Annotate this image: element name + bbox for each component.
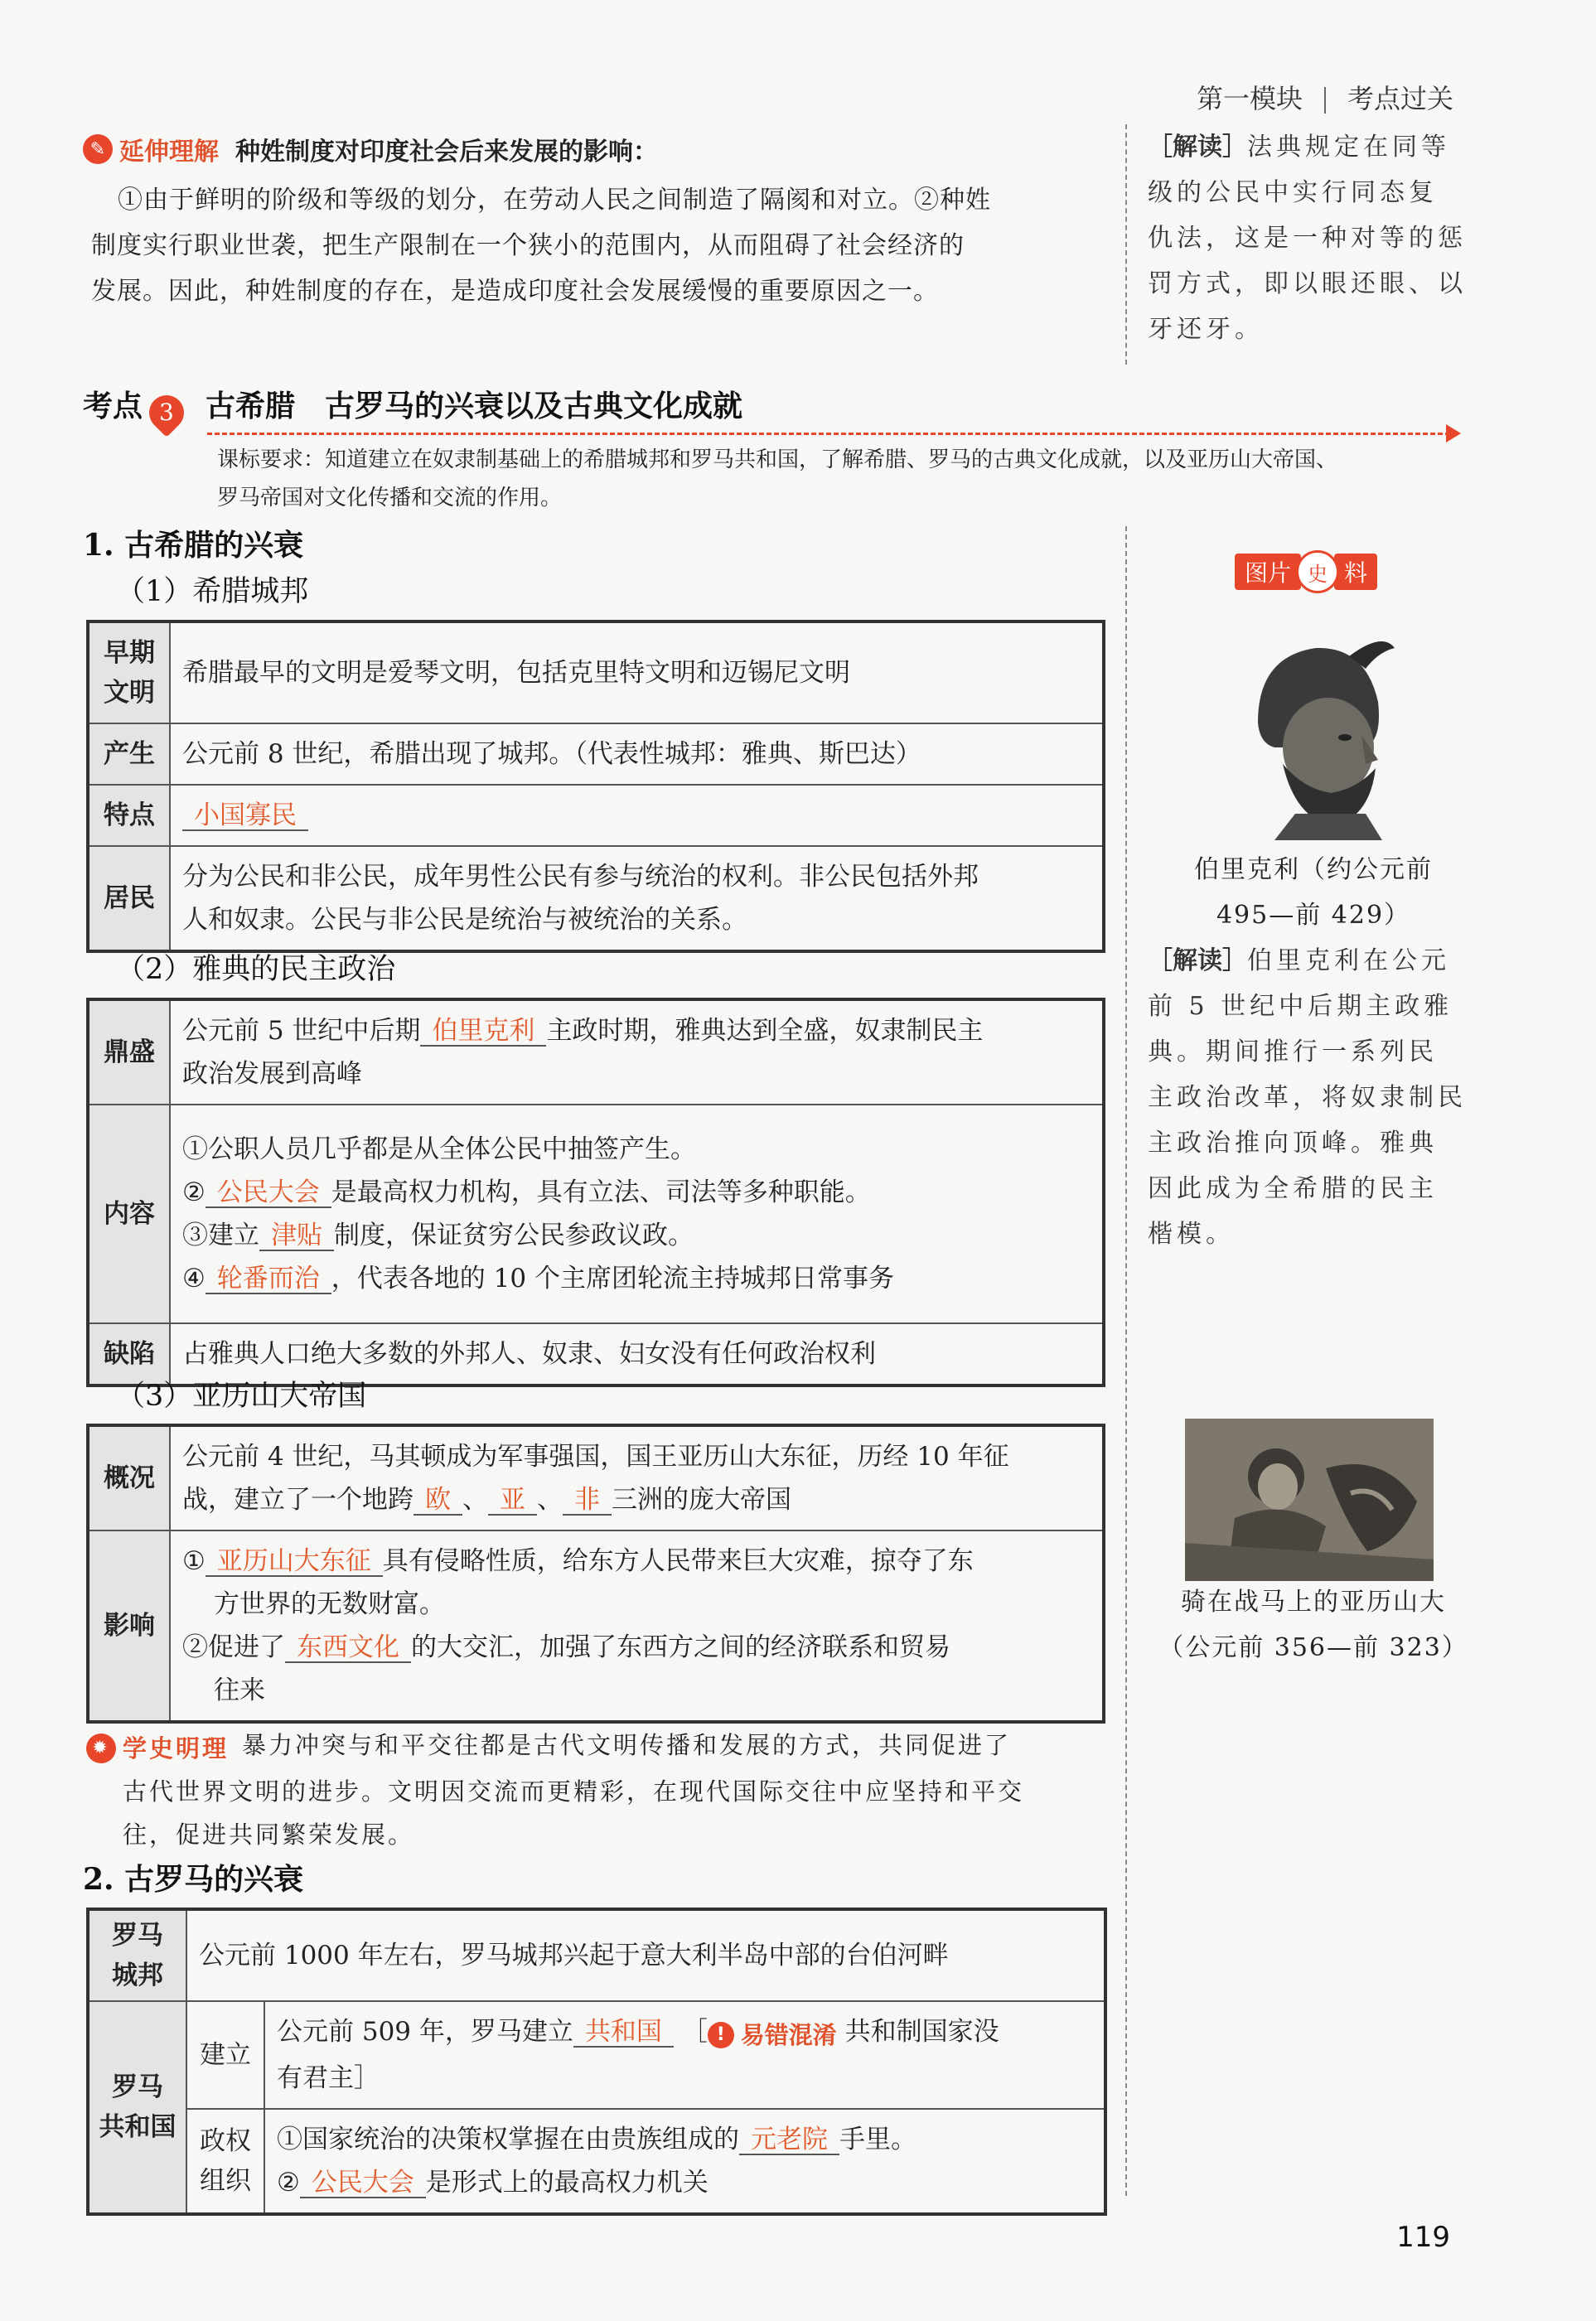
alexander-mosaic-image	[1185, 1419, 1434, 1581]
fill-answer: 东西文化	[285, 1633, 411, 1663]
table-athens-democracy	[86, 998, 1105, 1387]
fill-answer: 亚历山大东征	[206, 1547, 383, 1577]
curriculum-requirement: 课标要求：知道建立在奴隶制基础上的希腊城邦和罗马共和国，了解希腊、罗马的古典文化成就，以及亚历山大帝国、 罗马帝国对文化传播和交流的作用。	[217, 447, 1338, 510]
table-row: 罗马 城邦 公元前 1000 年左右，罗马城邦兴起于意大利半岛中部的台伯河畔	[88, 1909, 1105, 2001]
section-ancient-rome: 2. 古罗马的兴衰	[83, 1862, 304, 1897]
error-prone-tag: ! 易错混淆	[708, 2014, 837, 2057]
subsection-city-states: （1）希腊城邦	[116, 575, 309, 608]
subsection-alexander-empire: （3）亚历山大帝国	[116, 1380, 367, 1413]
xueshi-tag: ✹ 学史明理	[86, 1727, 229, 1770]
fill-answer: 非	[563, 1486, 612, 1516]
fill-answer: 元老院	[739, 2125, 839, 2155]
fill-answer: 共和国	[573, 2018, 674, 2048]
table-row: 鼎盛 公元前 5 世纪中后期 伯里克利 主政时期，雅典达到全盛，奴隶制民主 政治发展到高峰	[88, 999, 1104, 1105]
extend-tag: ✎ 延伸理解	[83, 131, 219, 167]
kaodian-arrow-line	[207, 433, 1450, 435]
table-row: 居民 分为公民和非公民，成年男性公民有参与统治的权利。非公民包括外邦 人和奴隶。公民与非公民是统治与被统治的关系。	[88, 846, 1104, 951]
kaodian-heading	[83, 383, 742, 430]
header-divider	[1324, 87, 1326, 114]
pericles-note: ［解读］伯里克利在公元 前 5 世纪中后期主政雅 典。期间推行一系列民 主政治改革，将奴隶制民 主政治推向顶峰。雅典 因此成为全希腊的民主 楷模。	[1148, 946, 1467, 1249]
table-row: 缺陷 占雅典人口绝大多数的外邦人、奴隶、妇女没有任何政治权利	[88, 1323, 1104, 1385]
alexander-caption: 骑在战马上的亚历山大 （公元前 356—前 323）	[1158, 1588, 1468, 1662]
fill-answer: 公民大会	[300, 2169, 426, 2198]
fill-answer: 津贴	[259, 1221, 334, 1251]
kaodian-prefix: 考点	[83, 389, 143, 423]
exclamation-icon: !	[708, 2022, 734, 2048]
section-ancient-greece: 1. 古希腊的兴衰	[83, 528, 304, 563]
sidebar-divider-top	[1125, 124, 1127, 365]
fill-answer: 欧	[414, 1486, 462, 1516]
picture-source-label: 图片 史 料	[1235, 550, 1377, 593]
kaodian-number-badge: 3	[142, 388, 191, 437]
sun-icon: ✹	[86, 1733, 116, 1763]
sidebar-divider-main	[1125, 526, 1127, 2196]
fill-answer: 亚	[488, 1486, 537, 1516]
lightbulb-icon: ✎	[83, 134, 113, 164]
table-row: 特点 小国寡民	[88, 785, 1104, 846]
fill-answer: 公民大会	[206, 1178, 331, 1208]
fill-answer: 轮番而治	[206, 1264, 331, 1294]
table-city-states	[86, 620, 1105, 953]
extend-text: ①由于鲜明的阶级和等级的划分，在劳动人民之间制造了隔阂和对立。②种姓 制度实行职业世袭，把生产限制在一个狭小的范围内，从而阻碍了社会经济的 发展。因此，种姓制度的存在，是造成印度社会发展缓慢的重要原因之一。	[91, 186, 991, 306]
fill-answer: 小国寡民	[182, 801, 308, 831]
table-row: 政权 组织 ①国家统治的决策权掌握在由贵族组成的 元老院 手里。 ② 公民大会 是形式上的最高权力机关	[88, 2109, 1105, 2214]
table-row: 早期 文明 希腊最早的文明是爱琴文明，包括克里特文明和迈锡尼文明	[88, 621, 1104, 723]
arrow-right-icon	[1446, 424, 1461, 442]
page-header	[1197, 78, 1453, 116]
table-row: 内容 ①公职人员几乎都是从全体公民中抽签产生。 ② 公民大会 是最高权力机构，具有立法、司法等多种职能。 ③建立 津贴 制度，保证贫穷公民参政议政。 ④ 轮番而治 ，代表各地的 10 个主席团轮流主持城邦日常事务	[88, 1105, 1104, 1323]
table-row: 概况 公元前 4 世纪，马其顿成为军事强国，国王亚历山大东征，历经 10 年征 战，建立了一个地跨 欧 、 亚 、 非 三洲的庞大帝国	[88, 1425, 1104, 1530]
side-note-law: ［解读］法典规定在同等 级的公民中实行同态复 仇法，这是一种对等的惩 罚方式，即以眼还眼、以 牙还牙。	[1148, 133, 1467, 344]
subsection-athens-democracy: （2）雅典的民主政治	[116, 953, 396, 986]
xueshi-block: ✹ 学史明理 暴力冲突与和平交往都是古代文明传播和发展的方式，共同促进了 古代世界文明的进步。文明因交流而更精彩，在现代国际交往中应坚持和平交 往，促进共同繁荣发展。	[86, 1724, 1110, 1856]
pericles-bust-image	[1225, 623, 1404, 840]
table-row: 影响 ① 亚历山大东征 具有侵略性质，给东方人民带来巨大灾难，掠夺了东 方世界的无数财富。 ②促进了 东西文化 的大交汇，加强了东西方之间的经济联系和贸易 往来	[88, 1530, 1104, 1722]
page-number: 119	[1396, 2221, 1450, 2254]
fill-answer: 伯里克利	[420, 1017, 546, 1047]
extend-title: 种姓制度对印度社会后来发展的影响：	[235, 138, 658, 167]
pericles-caption: 伯里克利（约公元前 495—前 429）	[1194, 855, 1433, 930]
table-row: 产生 公元前 8 世纪，希腊出现了城邦。（代表性城邦：雅典、斯巴达）	[88, 723, 1104, 785]
history-circle-icon: 史	[1296, 550, 1339, 593]
kaodian-title: 古希腊 古罗马的兴衰以及古典文化成就	[206, 389, 743, 423]
module-label: 第一模块	[1196, 83, 1303, 114]
extend-block	[83, 126, 1110, 314]
section-label: 考点过关	[1347, 83, 1453, 114]
table-alexander-empire	[86, 1424, 1105, 1724]
table-row: 罗马 共和国 建立 公元前 509 年，罗马建立 共和国 ［ ! 易错混淆 共和制国家没 有君主］	[88, 2001, 1105, 2109]
table-ancient-rome	[86, 1908, 1107, 2216]
